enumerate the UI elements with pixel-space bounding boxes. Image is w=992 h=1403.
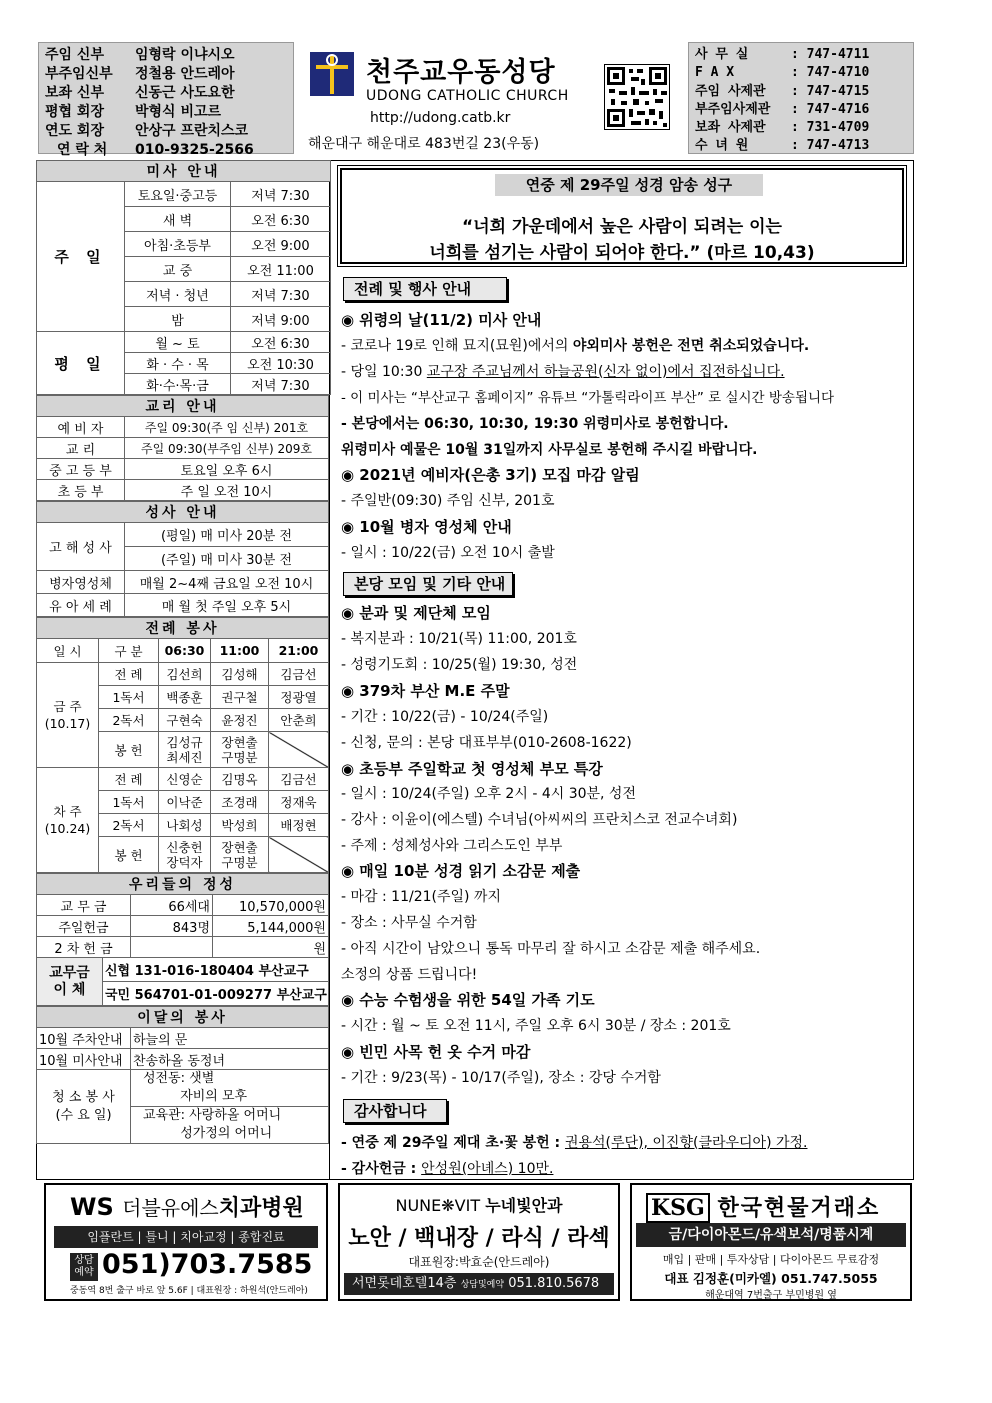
ad-exchange[interactable]: KSG 한국현물거래소 금/다이아몬드/유색보석/명품시계 매입 | 판매 | 투자상담 | 다이아몬드 무료감정 대표 김정훈(미카엘) 051.747.5055 해운대역 7번출구 부민병원 옆: [630, 1183, 912, 1301]
staff-row: 연도 회장 안상구 프란치스코: [45, 123, 249, 139]
verse-line: 너희를 섬기는 사람이 되어야 한다.” (마르 10,43): [429, 243, 815, 263]
monthly-table: 이달의 봉사 10월 주차안내 하늘의 문 10월 미사안내 찬송하올 동정녀 청 소 봉 사 (수 요 일) 성전동: 샛별 자비의 모후 교육관: 사랑하올 어머니 성가정의 어머니: [36, 1006, 329, 1144]
verse-box: [340, 168, 904, 264]
sunday-label: 주 일: [37, 182, 125, 332]
church-english-name: UDONG CATHOLIC CHURCH: [366, 88, 569, 104]
phone-row: 부주임사제관 : 747-4716: [695, 101, 870, 117]
verse-line: “너희 가운데에서 높은 사람이 되려는 이는: [462, 217, 782, 237]
offering-table: 우리들의 정성 교 무 금 66세대 10,570,000원 주일헌금 843명 5,144,000원 2 차 헌 금 원 교무금 이 체 신협 131-016-180404 부산교구 국민 564701-01-009277 부산교구: [36, 873, 329, 1006]
sacrament-table: 성사 안내 고 해 성 사 (평일) 매 미사 20분 전 (주일) 매 미사 30분 전 병자영성체 매월 2~4째 금요일 오전 10시 유 아 세 례 매 월 첫 주일 오후 5시: [36, 501, 329, 617]
staff-row: 평협 회장 박형식 비고르: [45, 104, 222, 120]
staff-row: 주임 신부 임형락 이냐시오: [45, 47, 235, 63]
monthly-title: 이달의 봉사: [37, 1007, 329, 1028]
offering-title: 우리들의 정성: [37, 874, 329, 895]
section-meetings: 본당 모임 및 기타 안내: [343, 572, 513, 596]
phone-row: 주임 사제관 : 747-4715: [695, 83, 870, 99]
liturgy-title: 전례 봉사: [37, 618, 329, 639]
ad-dental[interactable]: WS 더블유에스치과병원 임플란트 | 틀니 | 치아교정 | 종합진료 상담 예약 051)703.7585 중동역 8번 출구 바로 앞 5.6F | 대표원장 : 하원석(안드레아): [44, 1183, 328, 1301]
verse-title: 연중 제 29주일 성경 암송 성구: [495, 174, 763, 196]
ad-eye-clinic[interactable]: NUNE❋VIT 누네빛안과 노안 / 백내장 / 라식 / 라섹 대표원장:박효순(안드레아) 서면롯데호텔14층 상담및예약 051.810.5678: [338, 1183, 620, 1301]
phone-row: 보좌 사제관 : 731-4709: [695, 120, 870, 136]
section-thanks: 감사합니다: [343, 1099, 447, 1123]
schedule-column: [36, 160, 330, 1180]
doctrine-title: 교리 안내: [37, 396, 329, 417]
staff-row: 부주임신부 정철용 안드레아: [45, 66, 235, 82]
qr-code-icon[interactable]: [604, 64, 670, 130]
phone-panel: [688, 42, 914, 154]
section-events: 전례 및 행사 안내: [343, 277, 507, 301]
church-logo-block: [308, 44, 608, 154]
church-address: 해운대구 해운대로 483번길 23(우동): [308, 136, 540, 152]
phone-row: 수 녀 원 : 747-4713: [695, 138, 870, 154]
doctrine-table: 교리 안내 예 비 자 주일 09:30(주 임 신부) 201호 교 리 주일 09:30(부주임 신부) 209호 중 고 등 부 토요일 오후 6시 초 등 부 주 일 오전 10시: [36, 395, 329, 501]
mass-table: 미사 안내 주 일 토요일·중고등 저녁 7:30 새 벽 오전 6:30 아침·초등부 오전 9:00 교 중 오전 11:00 저녁 · 청년 저녁 7:30 밤 저녁 9:00 평 일 월 ~ 토 오전 6:30 화 · 수 · 목 오전 10:30 화·수·목·금 저녁 7:30: [36, 160, 331, 395]
staff-row: 연 락 처 010-9325-2566: [57, 142, 254, 158]
sacrament-title: 성사 안내: [37, 502, 329, 523]
church-name: 천주교우동성당: [366, 57, 556, 88]
mass-title: 미사 안내: [37, 161, 331, 182]
staff-panel: [38, 42, 294, 158]
church-cross-icon: [310, 52, 354, 96]
phone-row: 사 무 실 : 747-4711: [695, 47, 870, 62]
staff-row: 보좌 신부 신동근 사도요한: [45, 85, 235, 101]
phone-row: F A X : 747-4710: [695, 65, 870, 81]
weekday-label: 평 일: [37, 332, 125, 395]
church-url[interactable]: http://udong.catb.kr: [370, 110, 511, 126]
liturgy-table: 전례 봉사 일 시 구 분 06:30 11:00 21:00 금 주 (10.17) 전 례 김선희 김성해 김금선 1독서 백종훈 권구철 정광열 2독서 구현숙 윤정진 안춘희 봉 헌 김성규 최세진 장현출 구명분 차 주 (10.24) 전 례 신영순 김명옥 김금선 1독서 이낙준 조경래 정재욱 2독서 나회성 박성희 배정현 봉 헌 신충헌 장덕자 장현출 구명분: [36, 617, 329, 873]
